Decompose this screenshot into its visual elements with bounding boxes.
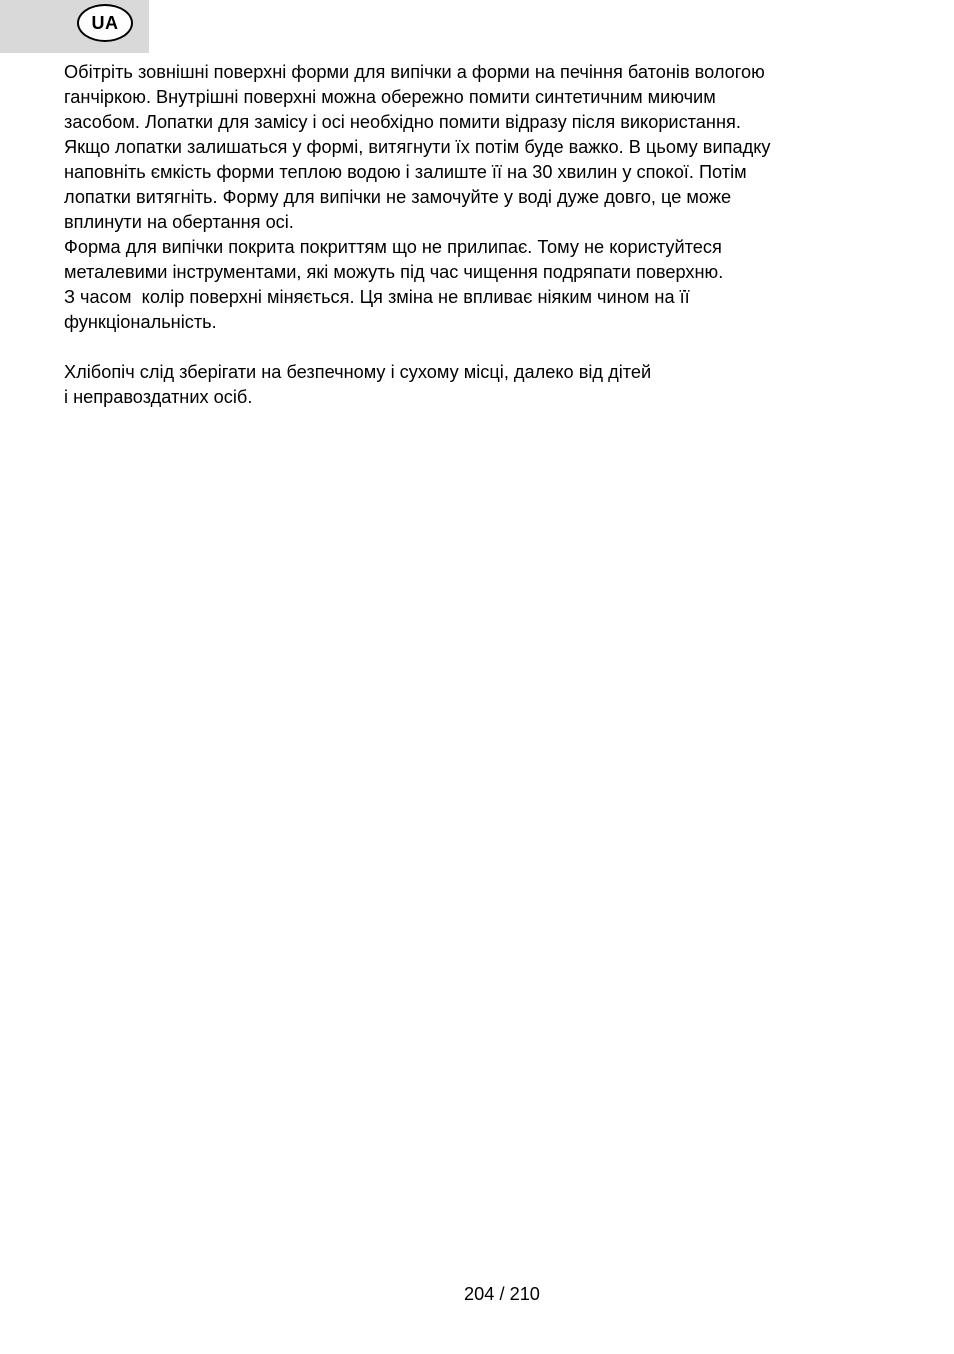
text-line: засобом. Лопатки для замісу і осі необхідно помити відразу після використання. bbox=[64, 112, 741, 132]
paragraph-care-instructions bbox=[64, 60, 884, 335]
text-line: Форма для випічки покрита покриттям що не прилипає. Тому не користуйтеся bbox=[64, 237, 722, 257]
language-tab bbox=[0, 0, 149, 53]
text-line: З часом колір поверхні міняється. Ця зміна не впливає ніяким чином на її bbox=[64, 287, 690, 307]
text-line: Обітріть зовнішні поверхні форми для випічки а форми на печіння батонів вологою bbox=[64, 62, 765, 82]
text-line: металевими інструментами, які можуть під час чищення подряпати поверхню. bbox=[64, 262, 724, 282]
text-line: функціональність. bbox=[64, 312, 217, 332]
page-number bbox=[0, 1282, 954, 1306]
text-line: і неправоздатних осіб. bbox=[64, 387, 253, 407]
language-badge: UA bbox=[77, 4, 133, 42]
paragraph-storage bbox=[64, 360, 884, 410]
text-line: Якщо лопатки залишаться у формі, витягнути їх потім буде важко. В цьому випадку bbox=[64, 137, 771, 157]
text-line: Хлібопіч слід зберігати на безпечному і сухому місці, далеко від дітей bbox=[64, 362, 652, 382]
text-line: наповніть ємкість форми теплою водою і залиште її на 30 хвилин у спокої. Потім bbox=[64, 162, 747, 182]
text-line: вплинути на обертання осі. bbox=[64, 212, 294, 232]
page-separator: / bbox=[494, 1284, 510, 1304]
text-line: лопатки витягніть. Форму для випічки не замочуйте у воді дуже довго, це може bbox=[64, 187, 732, 207]
total-pages: 210 bbox=[509, 1284, 540, 1304]
main-text bbox=[64, 60, 884, 410]
text-line: ганчіркою. Внутрішні поверхні можна обережно помити синтетичним миючим bbox=[64, 87, 716, 107]
paragraph-spacer bbox=[64, 335, 884, 360]
current-page: 204 bbox=[464, 1284, 495, 1304]
